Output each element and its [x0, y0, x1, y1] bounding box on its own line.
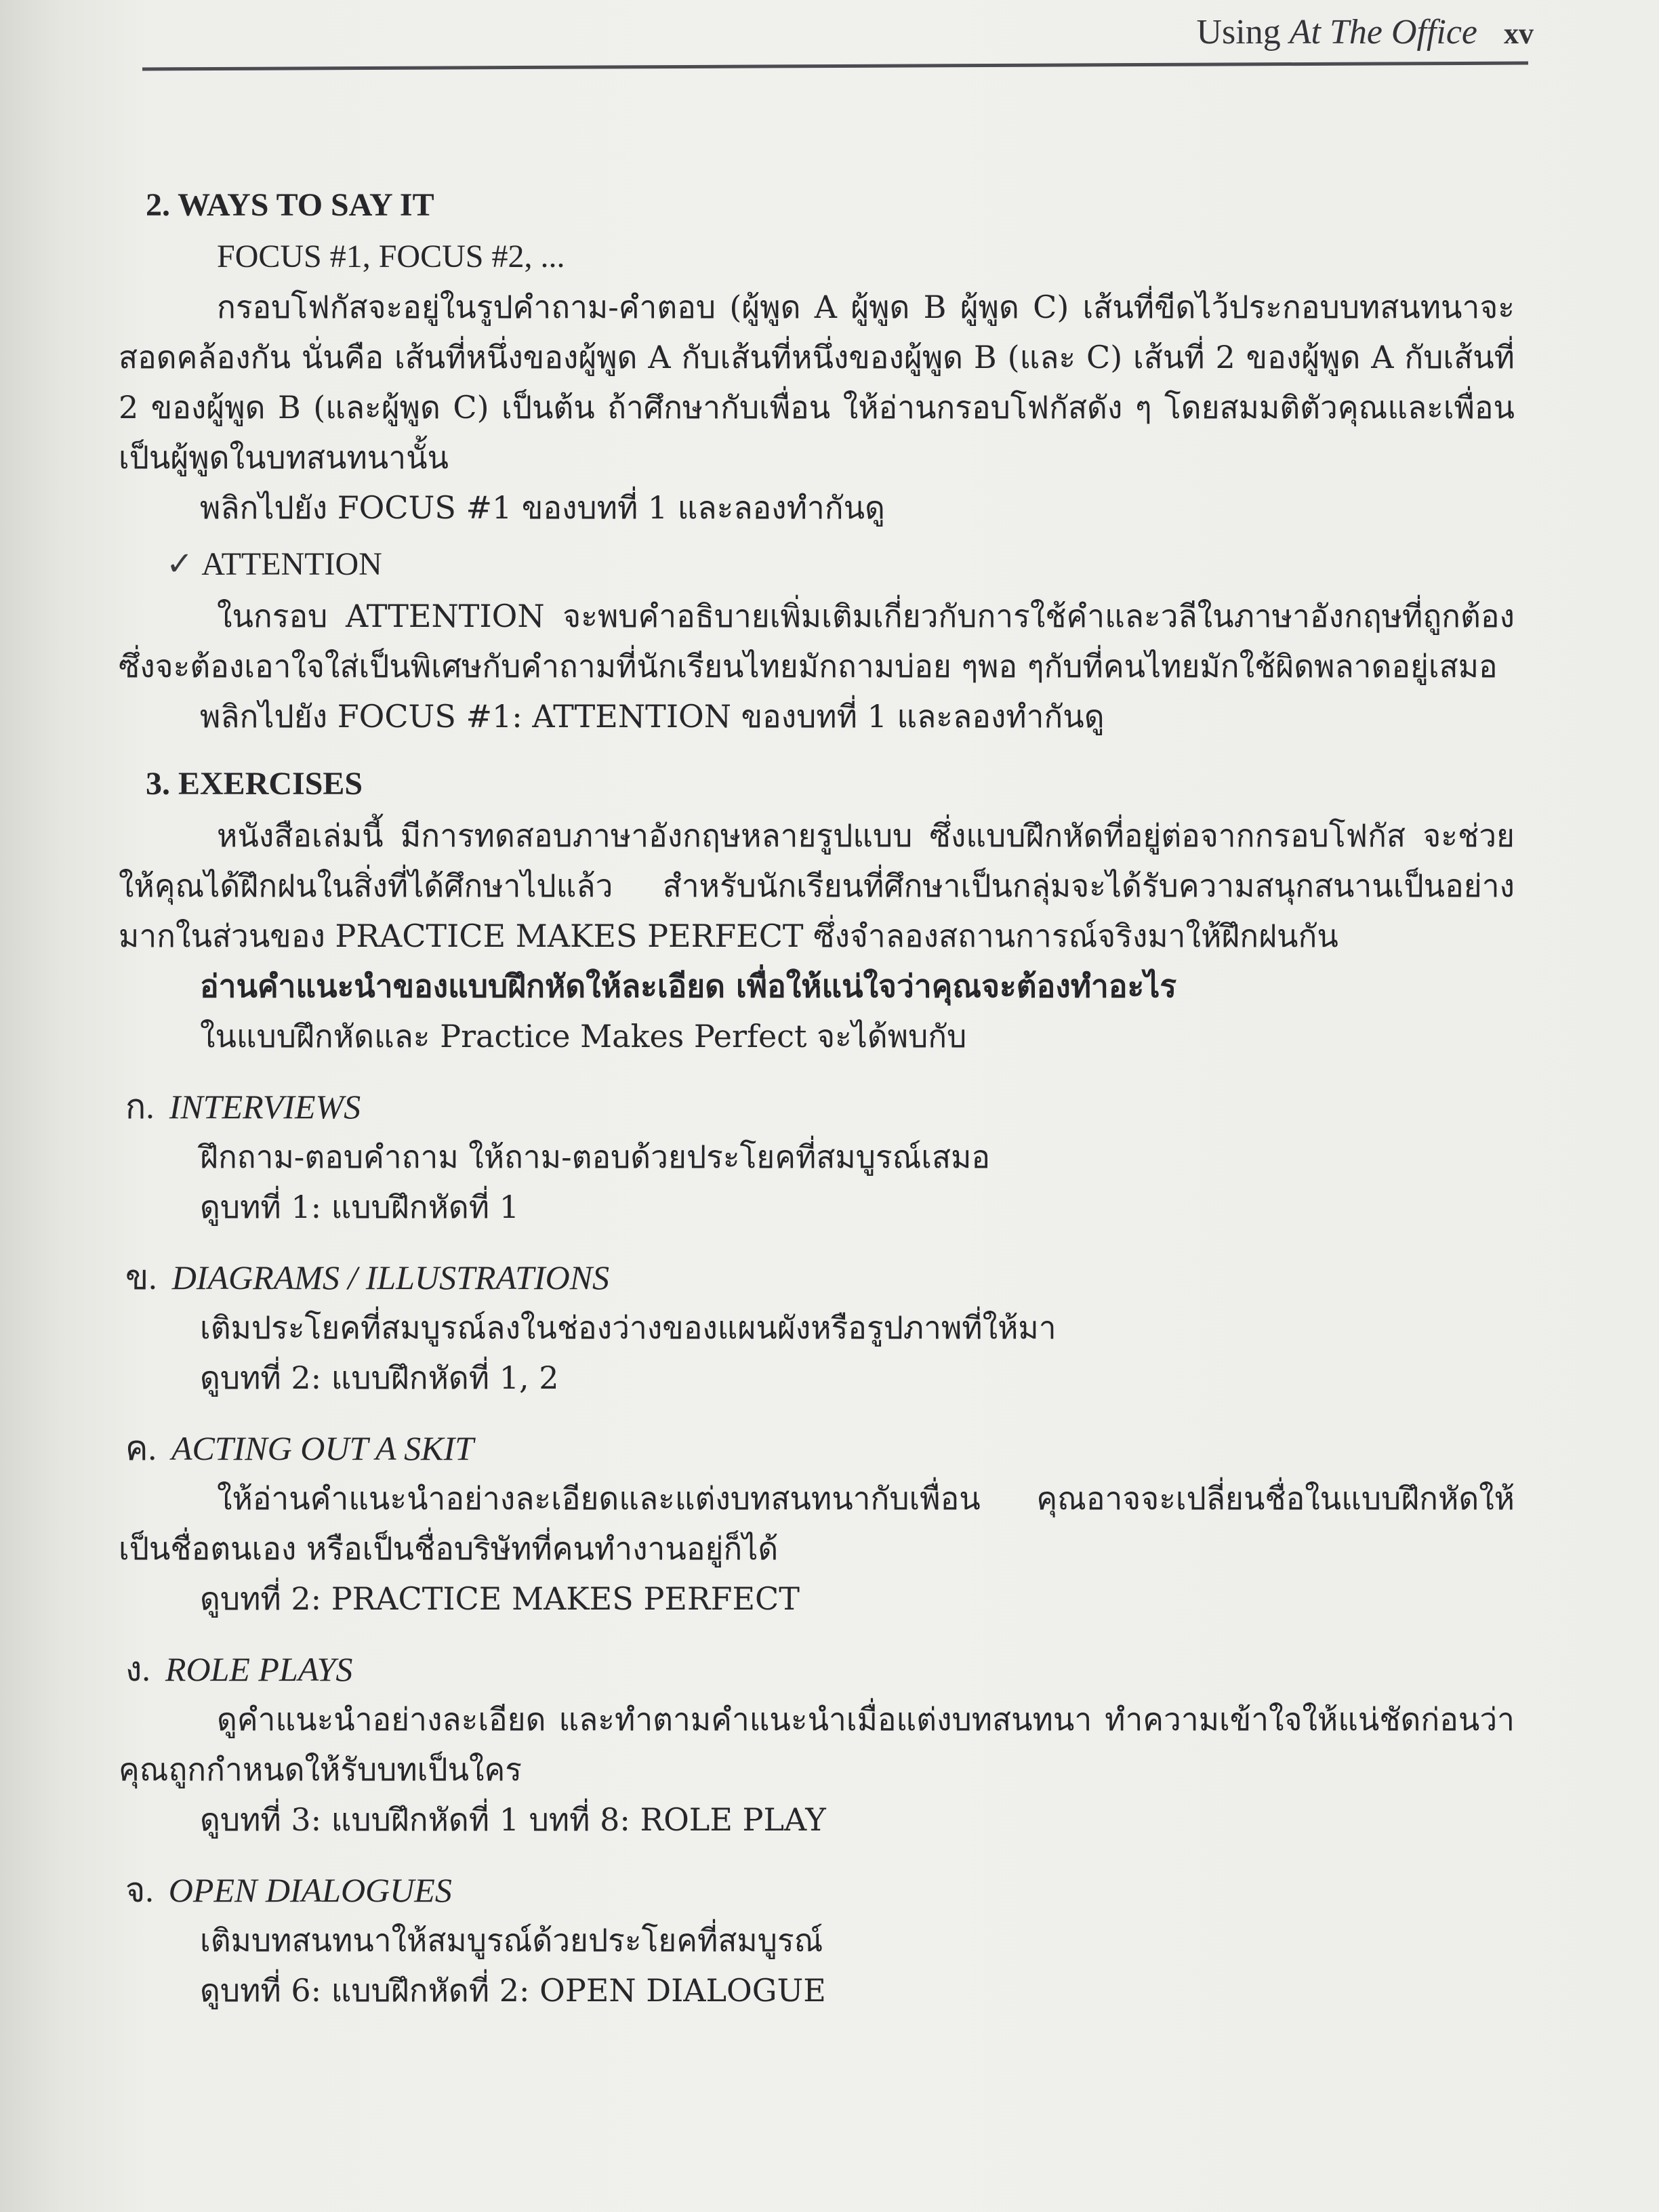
- diagrams-reference: ดูบทที่ 2: แบบฝึกหัดที่ 1, 2: [200, 1359, 559, 1396]
- dialogues-reference: ดูบทที่ 6: แบบฝึกหัดที่ 2: OPEN DIALOGUE: [200, 1972, 826, 2009]
- dialogues-description: เติมบทสนทนาให้สมบูรณ์ด้วยประโยคที่สมบูรณ์: [200, 1922, 823, 1959]
- subsection-title: ACTING OUT A SKIT: [171, 1429, 474, 1467]
- page-body: [119, 163, 1515, 2015]
- exercises-intro-line: ในแบบฝึกหัดและ Practice Makes Perfect จะได้พบกับ: [200, 1018, 967, 1054]
- roleplays-reference: ดูบทที่ 3: แบบฝึกหัดที่ 1 บทที่ 8: ROLE PLAY: [200, 1801, 826, 1838]
- attention-heading-row: [119, 539, 1515, 591]
- exercises-paragraph: หนังสือเล่มนี้ มีการทดสอบภาษาอังกฤษหลายรูปแบบ ซึ่งแบบฝึกหัดที่อยู่ต่อจากกรอบโฟกัส จะช่วยให้คุณได้ฝึกฝนในสิ่งที่ได้ศึกษาไปแล้ว สำหรับนักเรียนที่ศึกษาเป็นกลุ่มจะได้รับความสนุกสนานเป็นอย่างมากในส่วนของ PRACTICE MAKES PERFECT ซึ่งจำลองสถานการณ์จริงมาให้ฝึกฝนกัน: [119, 817, 1515, 954]
- attention-paragraph: ในกรอบ ATTENTION จะพบคำอธิบายเพิ่มเติมเกี่ยวกับการใช้คำและวลีในภาษาอังกฤษที่ถูกต้อง ซึ่งจะต้องเอาใจใส่เป็นพิเศษกับคำถามที่นักเรียนไทยมักถามบ่อย ๆพอ ๆกับที่คนไทยมักใช้ผิดพลาดอยู่เสมอ: [119, 598, 1515, 684]
- subsection-title: ROLE PLAYS: [165, 1650, 353, 1688]
- ways-paragraph: กรอบโฟกัสจะอยู่ในรูปคำถาม-คำตอบ (ผู้พูด A ผู้พูด B ผู้พูด C) เส้นที่ขีดไว้ประกอบบทสนทนาจะสอดคล้องกัน นั่นคือ เส้นที่หนึ่งของผู้พูด A กับเส้นที่หนึ่งของผู้พูด B (และ C) เส้นที่ 2 ของผู้พูด A กับเส้นที่ 2 ของผู้พูด B (และผู้พูด C) เป็นต้น ถ้าศึกษากับเพื่อน ให้อ่านกรอบโฟกัสดัง ๆ โดยสมมติตัวคุณและเพื่อนเป็นผู้พูดในบทสนทนานั้น: [119, 289, 1515, 476]
- header-rule: [142, 62, 1528, 71]
- exercises-bold-instruction: อ่านคำแนะนำของแบบฝึกหัดให้ละเอียด เพื่อให้แน่ใจว่าคุณจะต้องทำอะไร: [200, 968, 1177, 1004]
- roleplays-description: ดูคำแนะนำอย่างละเอียด และทำตามคำแนะนำเมื่อแต่งบทสนทนา ทำความเข้าใจให้แน่ชัดก่อนว่าคุณถูกกำหนดให้รับบทเป็นใคร: [119, 1701, 1515, 1788]
- attention-reference: พลิกไปยัง FOCUS #1: ATTENTION ของบทที่ 1 และลองทำกันดู: [200, 698, 1105, 735]
- focus-line: FOCUS #1, FOCUS #2, ...: [217, 239, 565, 274]
- header-prefix: Using: [1196, 13, 1281, 52]
- book-title: At The Office: [1289, 13, 1477, 52]
- running-header: [1196, 12, 1534, 52]
- subsection-marker: ข.: [125, 1258, 157, 1296]
- interviews-reference: ดูบทที่ 1: แบบฝึกหัดที่ 1: [200, 1189, 519, 1225]
- subsection-marker: ง.: [125, 1650, 150, 1688]
- subsection-title: DIAGRAMS / ILLUSTRATIONS: [171, 1258, 610, 1296]
- subsection-heading-diagrams: [119, 1252, 1515, 1303]
- subsection-marker: จ.: [125, 1871, 154, 1909]
- subsection-heading-interviews: [119, 1082, 1515, 1132]
- subsection-title: INTERVIEWS: [169, 1088, 361, 1126]
- attention-heading: ATTENTION: [201, 546, 382, 582]
- subsection-heading-roleplays: [119, 1644, 1515, 1694]
- subsection-marker: ค.: [125, 1429, 157, 1467]
- subsection-heading-dialogues: [119, 1865, 1515, 1915]
- subsection-heading-skit: [119, 1423, 1515, 1473]
- subsection-title: OPEN DIALOGUES: [168, 1871, 452, 1909]
- section-heading-exercises: 3. EXERCISES: [146, 766, 363, 802]
- check-mark-icon: ✓: [166, 546, 194, 582]
- interviews-description: ฝึกถาม-ตอบคำถาม ให้ถาม-ตอบด้วยประโยคที่สมบูรณ์เสมอ: [200, 1139, 991, 1175]
- skit-description: ให้อ่านคำแนะนำอย่างละเอียดและแต่งบทสนทนากับเพื่อน คุณอาจจะเปลี่ยนชื่อในแบบฝึกหัดให้เป็นชื่อตนเอง หรือเป็นชื่อบริษัทที่คนทำงานอยู่ก็ได้: [119, 1480, 1515, 1567]
- diagrams-description: เติมประโยคที่สมบูรณ์ลงในช่องว่างของแผนผังหรือรูปภาพที่ให้มา: [200, 1309, 1057, 1346]
- skit-reference: ดูบทที่ 2: PRACTICE MAKES PERFECT: [200, 1580, 800, 1617]
- ways-reference: พลิกไปยัง FOCUS #1 ของบทที่ 1 และลองทำกันดู: [200, 489, 885, 526]
- page-number: xv: [1504, 17, 1534, 50]
- section-heading-ways: 2. WAYS TO SAY IT: [146, 187, 434, 223]
- subsection-marker: ก.: [125, 1088, 155, 1126]
